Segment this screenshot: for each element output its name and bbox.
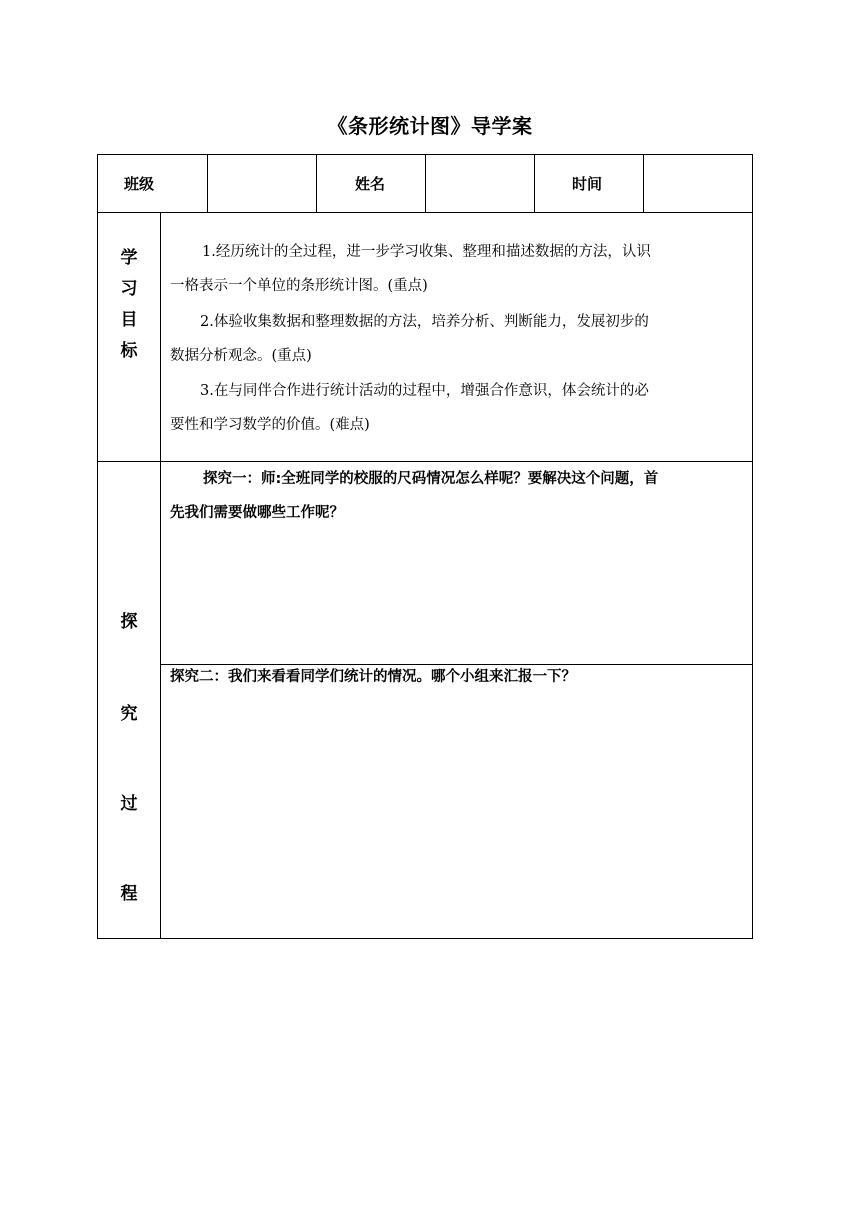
objectives-label-char: 标 — [120, 341, 138, 361]
header-col-divider — [316, 155, 317, 212]
process-label-char: 究 — [120, 704, 138, 724]
header-col-divider — [425, 155, 426, 212]
process-label-char: 过 — [120, 794, 138, 814]
objective-line: 一格表示一个单位的条形统计图。(重点) — [170, 278, 428, 294]
objective-item-2 — [170, 305, 746, 373]
explore-one — [170, 462, 746, 530]
objective-line: 2.体验收集数据和整理数据的方法，培养分析、判断能力，发展初步的 — [200, 314, 649, 330]
objective-line: 要性和学习数学的价值。(难点) — [170, 417, 370, 433]
label-column-divider — [160, 212, 161, 938]
header-col-divider — [643, 155, 644, 212]
row-divider-header — [98, 212, 752, 213]
header-col-divider — [534, 155, 535, 212]
name-label: 姓名 — [355, 175, 386, 193]
objective-line: 1.经历统计的全过程，进一步学习收集、整理和描述数据的方法，认识 — [202, 244, 651, 260]
class-value[interactable] — [210, 173, 310, 193]
objective-item-3 — [170, 374, 746, 442]
explore-one-line: 先我们需要做哪些工作呢？ — [170, 505, 344, 521]
objective-item-1 — [170, 235, 746, 303]
objective-line: 数据分析观念。(重点) — [170, 348, 312, 364]
explore-two-line: 探究二：我们来看看同学们统计的情况。哪个小组来汇报一下？ — [170, 669, 576, 685]
study-guide-table — [97, 154, 753, 939]
explore-one-line: 探究一：师:全班同学的校服的尺码情况怎么样呢？要解决这个问题，首 — [203, 471, 659, 487]
explore-two — [170, 660, 746, 694]
name-value[interactable] — [428, 173, 528, 193]
objectives-label-char: 习 — [120, 279, 138, 299]
time-label: 时间 — [572, 175, 603, 193]
objectives-label-char: 学 — [120, 248, 138, 268]
header-col-divider — [207, 155, 208, 212]
class-label: 班级 — [124, 175, 155, 193]
process-label-char: 程 — [120, 884, 138, 904]
objectives-label-char: 目 — [120, 310, 138, 330]
objective-line: 3.在与同伴合作进行统计活动的过程中，增强合作意识，体会统计的必 — [200, 383, 649, 399]
time-value[interactable] — [646, 173, 746, 193]
document-title: 《条形统计图》导学案 — [327, 114, 533, 138]
process-label-char: 探 — [120, 612, 138, 632]
